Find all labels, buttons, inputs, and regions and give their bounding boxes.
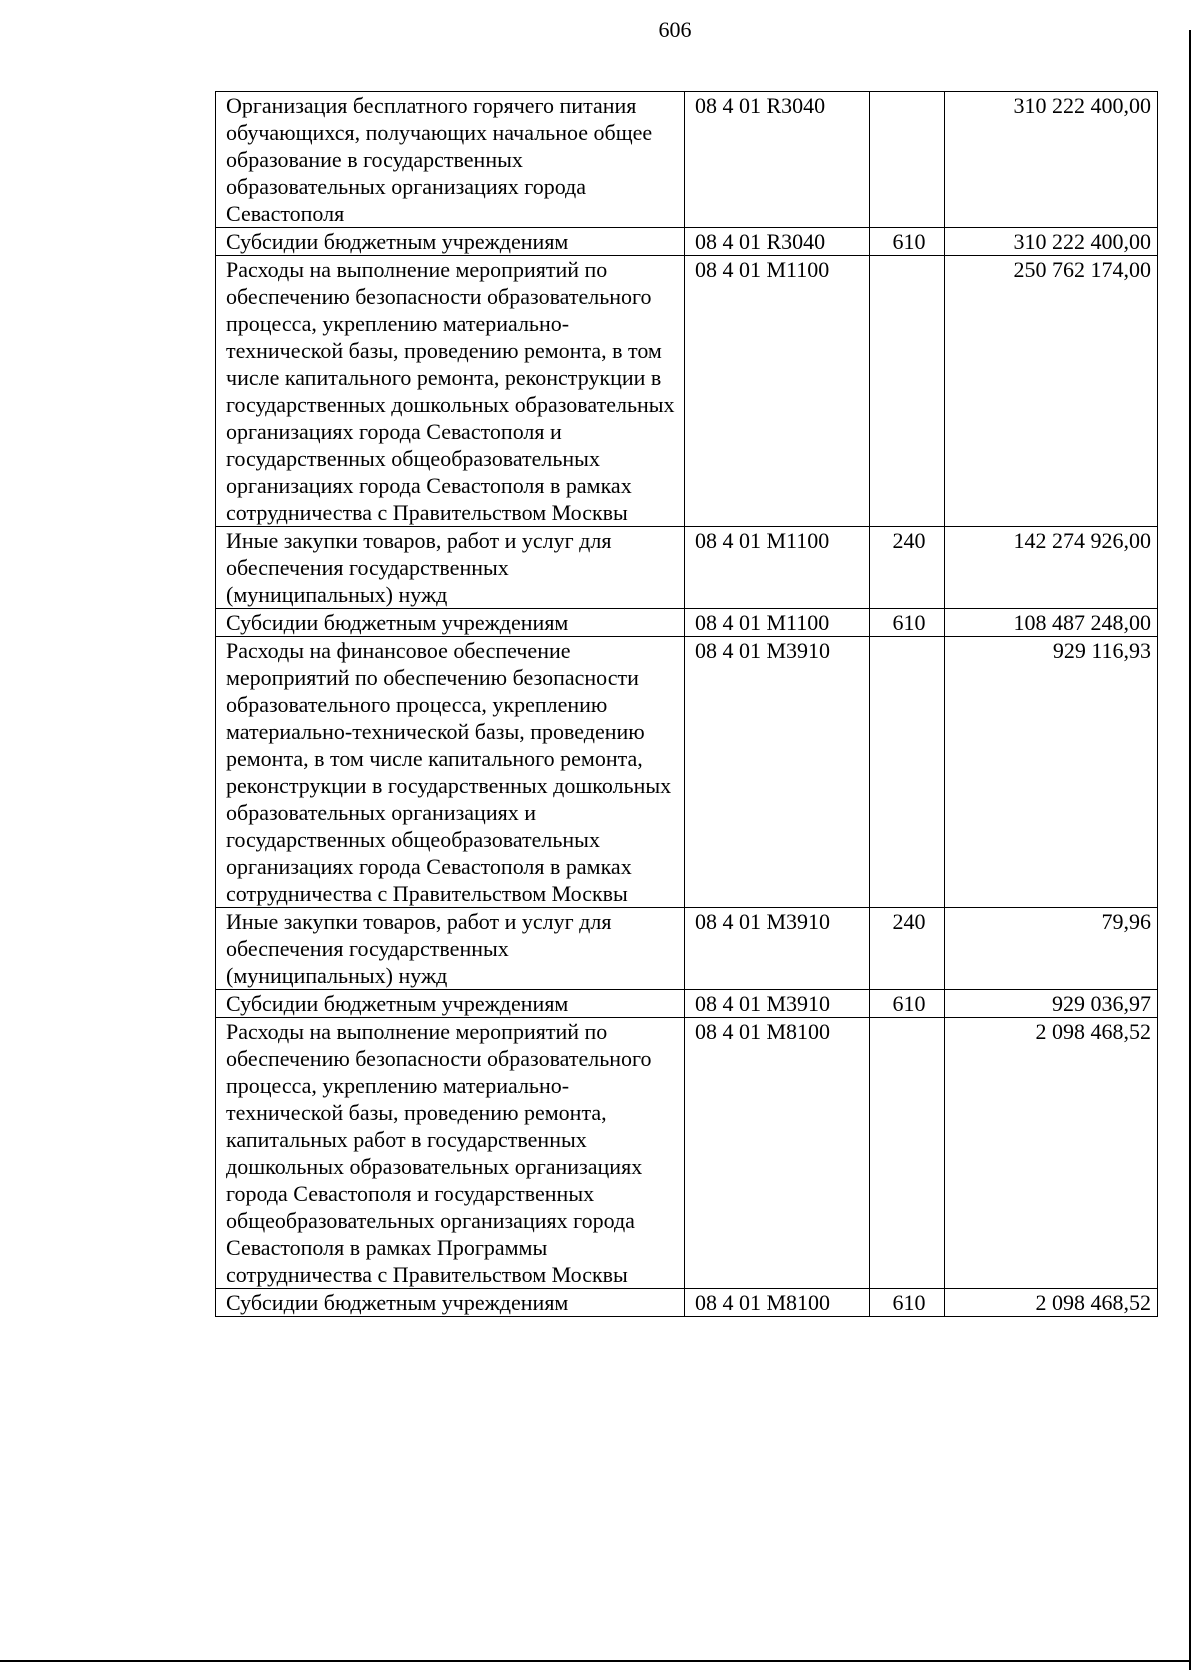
expense-type-cell: 610 — [870, 1289, 945, 1317]
table-row — [216, 1289, 1158, 1317]
table-row — [216, 637, 1158, 908]
expense-name-cell: Расходы на выполнение мероприятий по обеспечению безопасности образовательного процесса, укреплению материально-технической базы, проведению ремонта, в том числе капитального ремонта, реконструкции в государственных дошкольных образовательных организациях города Севастополя и государственных общеобразовательных организациях города Севастополя в рамках сотрудничества с Правительством Москвы — [216, 256, 685, 527]
expense-name-cell: Субсидии бюджетным учреждениям — [216, 1289, 685, 1317]
expense-name-cell: Расходы на выполнение мероприятий по обеспечению безопасности образовательного процесса, укреплению материально-технической базы, проведению ремонта, капитальных работ в государственных дошкольных образовательных организациях города Севастополя и государственных общеобразовательных организациях города Севастополя в рамках Программы сотрудничества с Правительством Москвы — [216, 1018, 685, 1289]
scan-border-bottom — [0, 1660, 1191, 1662]
amount-cell: 108 487 248,00 — [945, 609, 1158, 637]
expense-name-cell: Иные закупки товаров, работ и услуг для обеспечения государственных (муниципальных) нужд — [216, 527, 685, 609]
target-code-cell: 08 4 01 R3040 — [685, 228, 870, 256]
expense-type-cell: 610 — [870, 228, 945, 256]
expense-type-cell: 610 — [870, 990, 945, 1018]
table-row — [216, 228, 1158, 256]
table-row — [216, 256, 1158, 527]
expense-name-cell: Субсидии бюджетным учреждениям — [216, 609, 685, 637]
table-row — [216, 527, 1158, 609]
target-code-cell: 08 4 01 R3040 — [685, 92, 870, 228]
expense-name-cell: Субсидии бюджетным учреждениям — [216, 228, 685, 256]
budget-table-body — [216, 92, 1158, 1317]
target-code-cell: 08 4 01 M3910 — [685, 990, 870, 1018]
expense-name-cell: Организация бесплатного горячего питания обучающихся, получающих начальное общее образование в государственных образовательных организациях города Севастополя — [216, 92, 685, 228]
amount-cell: 929 116,93 — [945, 637, 1158, 908]
amount-cell: 310 222 400,00 — [945, 228, 1158, 256]
amount-cell: 142 274 926,00 — [945, 527, 1158, 609]
expense-type-cell: 610 — [870, 609, 945, 637]
amount-cell: 2 098 468,52 — [945, 1289, 1158, 1317]
table-row — [216, 609, 1158, 637]
expense-type-cell — [870, 256, 945, 527]
table-row — [216, 908, 1158, 990]
target-code-cell: 08 4 01 M3910 — [685, 908, 870, 990]
expense-name-cell: Субсидии бюджетным учреждениям — [216, 990, 685, 1018]
amount-cell: 929 036,97 — [945, 990, 1158, 1018]
table-row — [216, 1018, 1158, 1289]
expense-type-cell: 240 — [870, 527, 945, 609]
amount-cell: 79,96 — [945, 908, 1158, 990]
budget-table — [215, 91, 1158, 1317]
target-code-cell: 08 4 01 M1100 — [685, 527, 870, 609]
expense-type-cell — [870, 1018, 945, 1289]
table-row — [216, 92, 1158, 228]
table-row — [216, 990, 1158, 1018]
amount-cell: 310 222 400,00 — [945, 92, 1158, 228]
expense-type-cell: 240 — [870, 908, 945, 990]
scan-border-right — [1189, 30, 1191, 1670]
expense-name-cell: Иные закупки товаров, работ и услуг для обеспечения государственных (муниципальных) нужд — [216, 908, 685, 990]
target-code-cell: 08 4 01 M3910 — [685, 637, 870, 908]
amount-cell: 250 762 174,00 — [945, 256, 1158, 527]
target-code-cell: 08 4 01 M8100 — [685, 1018, 870, 1289]
target-code-cell: 08 4 01 M8100 — [685, 1289, 870, 1317]
target-code-cell: 08 4 01 M1100 — [685, 256, 870, 527]
expense-type-cell — [870, 92, 945, 228]
expense-name-cell: Расходы на финансовое обеспечение мероприятий по обеспечению безопасности образовательного процесса, укреплению материально-технической базы, проведению ремонта, в том числе капитального ремонта, реконструкции в государственных дошкольных образовательных организациях и государственных общеобразовательных организациях города Севастополя в рамках сотрудничества с Правительством Москвы — [216, 637, 685, 908]
expense-type-cell — [870, 637, 945, 908]
amount-cell: 2 098 468,52 — [945, 1018, 1158, 1289]
page-number: 606 — [658, 17, 692, 42]
target-code-cell: 08 4 01 M1100 — [685, 609, 870, 637]
